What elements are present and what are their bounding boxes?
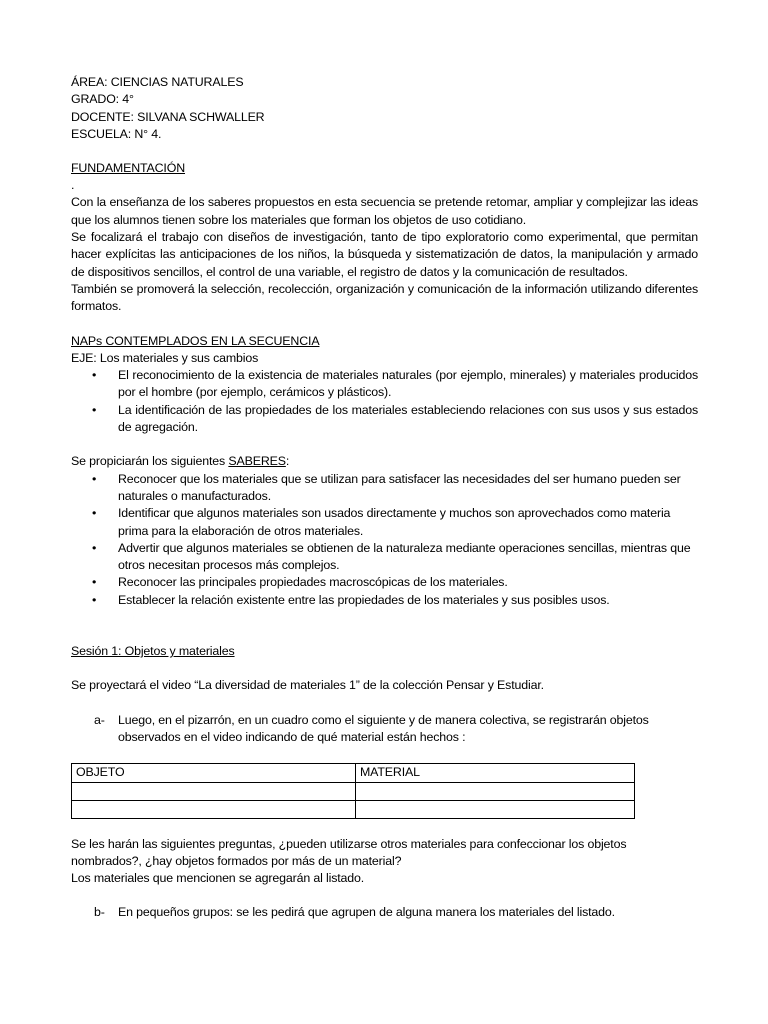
- naps-list: [71, 367, 698, 436]
- table-cell: [356, 800, 635, 818]
- item-text: En pequeños grupos: se les pedirá que agrupen de alguna manera los materiales del listado.: [118, 905, 615, 920]
- list-item: • Identificar que algunos materiales son usados directamente y muchos son aprovechados como materia prima para la elaboración de otros materiales.: [92, 506, 671, 538]
- list-item: • La identificación de las propiedades de los materiales estableciendo relaciones con sus usos y sus estados de agregación.: [92, 402, 698, 435]
- saberes-list: [71, 471, 698, 609]
- item-letter: a-: [94, 712, 105, 727]
- bullet-icon: •: [92, 471, 97, 486]
- table-row: [72, 800, 635, 818]
- sesion1-listado: Los materiales que mencionen se agregarán al listado.: [71, 871, 365, 886]
- objetos-materiales-table: [71, 763, 635, 818]
- naps-title: NAPs CONTEMPLADOS EN LA SECUENCIA: [71, 333, 320, 348]
- table-cell: [72, 782, 356, 800]
- bullet-icon: •: [92, 368, 97, 383]
- sesion1-title: Sesión 1: Objetos y materiales: [71, 644, 235, 659]
- list-item: • Establecer la relación existente entre las propiedades de los materiales y sus posibles usos.: [71, 592, 698, 609]
- table-cell: [356, 782, 635, 800]
- sesion1-intro: Se proyectará el video “La diversidad de materiales 1” de la colección Pensar y Estudiar.: [71, 678, 544, 693]
- item-letter: b-: [94, 905, 105, 920]
- document-body: [71, 74, 698, 922]
- fundamentacion-paragraph-3: También se promoverá la selección, recolección, organización y comunicación de la información utilizando diferentes formatos.: [71, 281, 698, 314]
- table-header-cell: MATERIAL: [356, 764, 635, 782]
- sesion1-item-a: [71, 712, 678, 747]
- table-header-row: [72, 764, 635, 782]
- list-item: • Reconocer que los materiales que se utilizan para satisfacer las necesidades del ser humano pueden ser naturales o manufacturados.: [92, 471, 681, 503]
- header-escuela: ESCUELA: N° 4.: [71, 126, 162, 141]
- fundamentacion-paragraph-2: Se focalizará el trabajo con diseños de investigación, tanto de tipo exploratorio como experimental, que permitan hacer explícitas las anticipaciones de los niños, la búsqueda y sistematización de datos, la manipulación y armado de dispositivos sencillos, el control de una variable, el registro de datos y la comunicación de resultados.: [71, 230, 698, 279]
- sesion1-item-b: [71, 904, 698, 921]
- list-item: • Advertir que algunos materiales se obtienen de la naturaleza mediante operaciones sencillas, mientras que otros necesitan procesos más complejos.: [92, 540, 691, 573]
- header-docente: DOCENTE: SILVANA SCHWALLER: [71, 109, 265, 124]
- stray-dot: .: [71, 178, 75, 193]
- header-grado: GRADO: 4°: [71, 92, 134, 107]
- fundamentacion-paragraph-1: Con la enseñanza de los saberes propuestos en esta secuencia se pretende retomar, ampliar y complejizar las ideas que los alumnos tienen sobre los materiales que forman los objetos de uso cotidiano.: [71, 195, 698, 227]
- bullet-icon: •: [92, 575, 97, 590]
- list-item: • Reconocer las principales propiedades macroscópicas de los materiales.: [71, 574, 698, 591]
- item-text: Luego, en el pizarrón, en un cuadro como el siguiente y de manera colectiva, se registrarán objetos observados en el video indicando de qué material están hechos :: [118, 712, 649, 744]
- saberes-intro: Se propiciarán los siguientes SABERES:: [71, 454, 290, 469]
- fundamentacion-title: FUNDAMENTACIÓN: [71, 161, 186, 176]
- list-item: • El reconocimiento de la existencia de materiales naturales (por ejemplo, minerales) y materiales producidos por el hombre (por ejemplo, cerámicos y plásticos).: [92, 368, 698, 400]
- table-row: [72, 782, 635, 800]
- saberes-keyword: SABERES: [228, 454, 286, 469]
- header-area: ÁREA: CIENCIAS NATURALES: [71, 75, 244, 89]
- bullet-icon: •: [92, 592, 97, 607]
- sesion1-preguntas: Se les harán las siguientes preguntas, ¿pueden utilizarse otros materiales para confeccionar los objetos nombrados?, ¿hay objetos formados por más de un material?: [71, 836, 627, 868]
- bullet-icon: •: [92, 540, 97, 555]
- naps-eje: EJE: Los materiales y sus cambios: [71, 350, 259, 365]
- table-cell: [72, 800, 356, 818]
- bullet-icon: •: [92, 402, 97, 417]
- table-header-cell: OBJETO: [72, 764, 356, 782]
- bullet-icon: •: [92, 506, 97, 521]
